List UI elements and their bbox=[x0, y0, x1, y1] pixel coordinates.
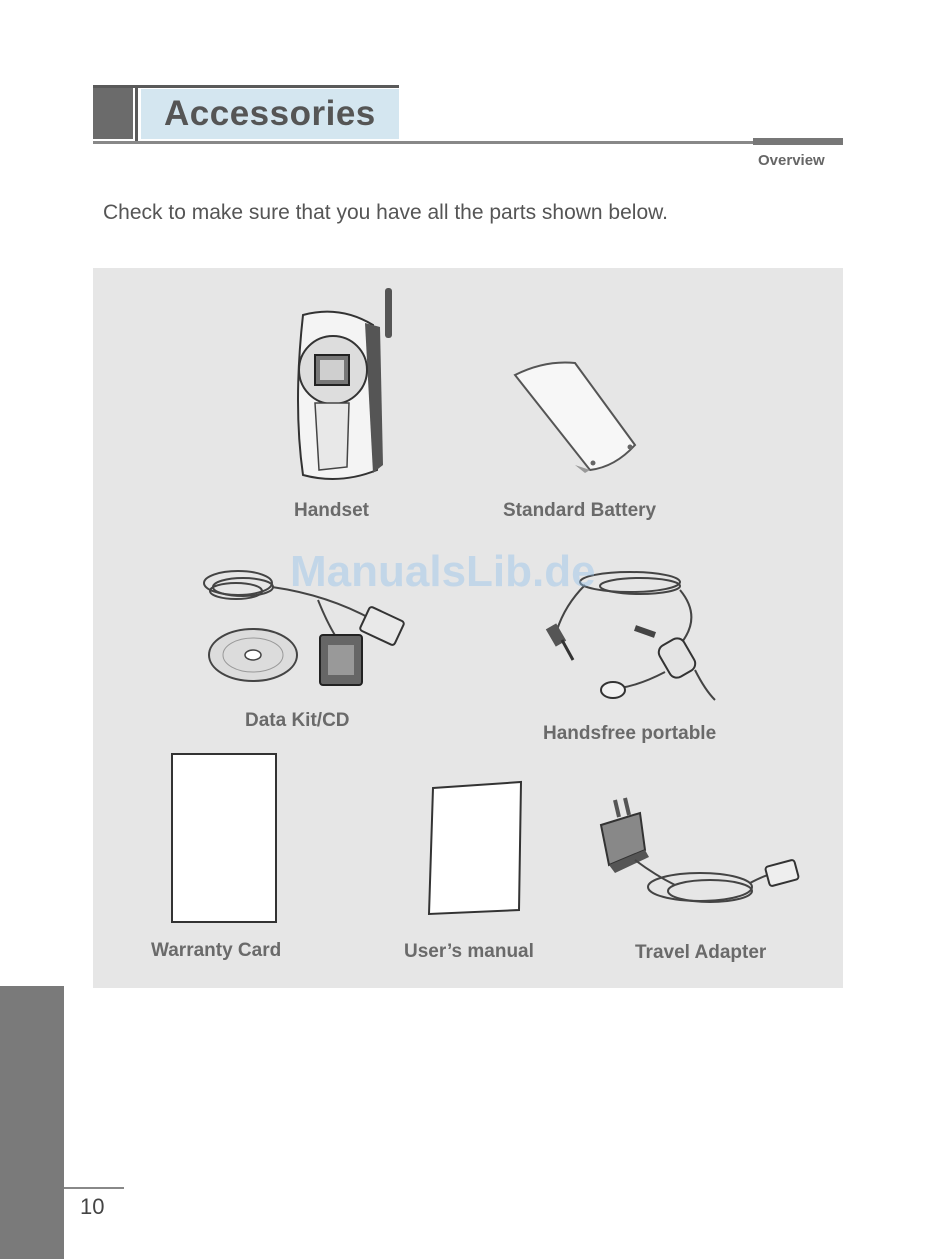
watermark: ManualsLib.de bbox=[290, 547, 596, 596]
footer-rule bbox=[64, 1187, 124, 1189]
manual-icon bbox=[425, 780, 527, 918]
intro-text: Check to make sure that you have all the parts shown below. bbox=[103, 201, 668, 224]
battery-icon bbox=[505, 355, 645, 475]
item-label-users-manual: User’s manual bbox=[404, 941, 534, 962]
item-label-warranty-card: Warranty Card bbox=[151, 940, 282, 961]
header-separator bbox=[135, 88, 138, 143]
page-number: 10 bbox=[80, 1194, 105, 1219]
warranty-card-icon bbox=[170, 752, 280, 924]
page-title: Accessories bbox=[164, 94, 376, 133]
item-label-handsfree: Handsfree portable bbox=[543, 723, 717, 744]
item-label-handset: Handset bbox=[294, 500, 369, 521]
item-label-standard-battery: Standard Battery bbox=[503, 500, 657, 521]
header-marker-block bbox=[93, 88, 133, 139]
header-top-line bbox=[93, 85, 399, 88]
item-label-data-kit: Data Kit/CD bbox=[245, 710, 350, 731]
header-rule-accent bbox=[753, 138, 843, 145]
travel-adapter-icon bbox=[595, 795, 805, 920]
chapter-side-tab bbox=[0, 986, 64, 1259]
handset-icon bbox=[285, 285, 395, 485]
item-label-travel-adapter: Travel Adapter bbox=[635, 942, 767, 963]
section-label: Overview bbox=[758, 152, 825, 169]
header-rule bbox=[93, 141, 843, 144]
